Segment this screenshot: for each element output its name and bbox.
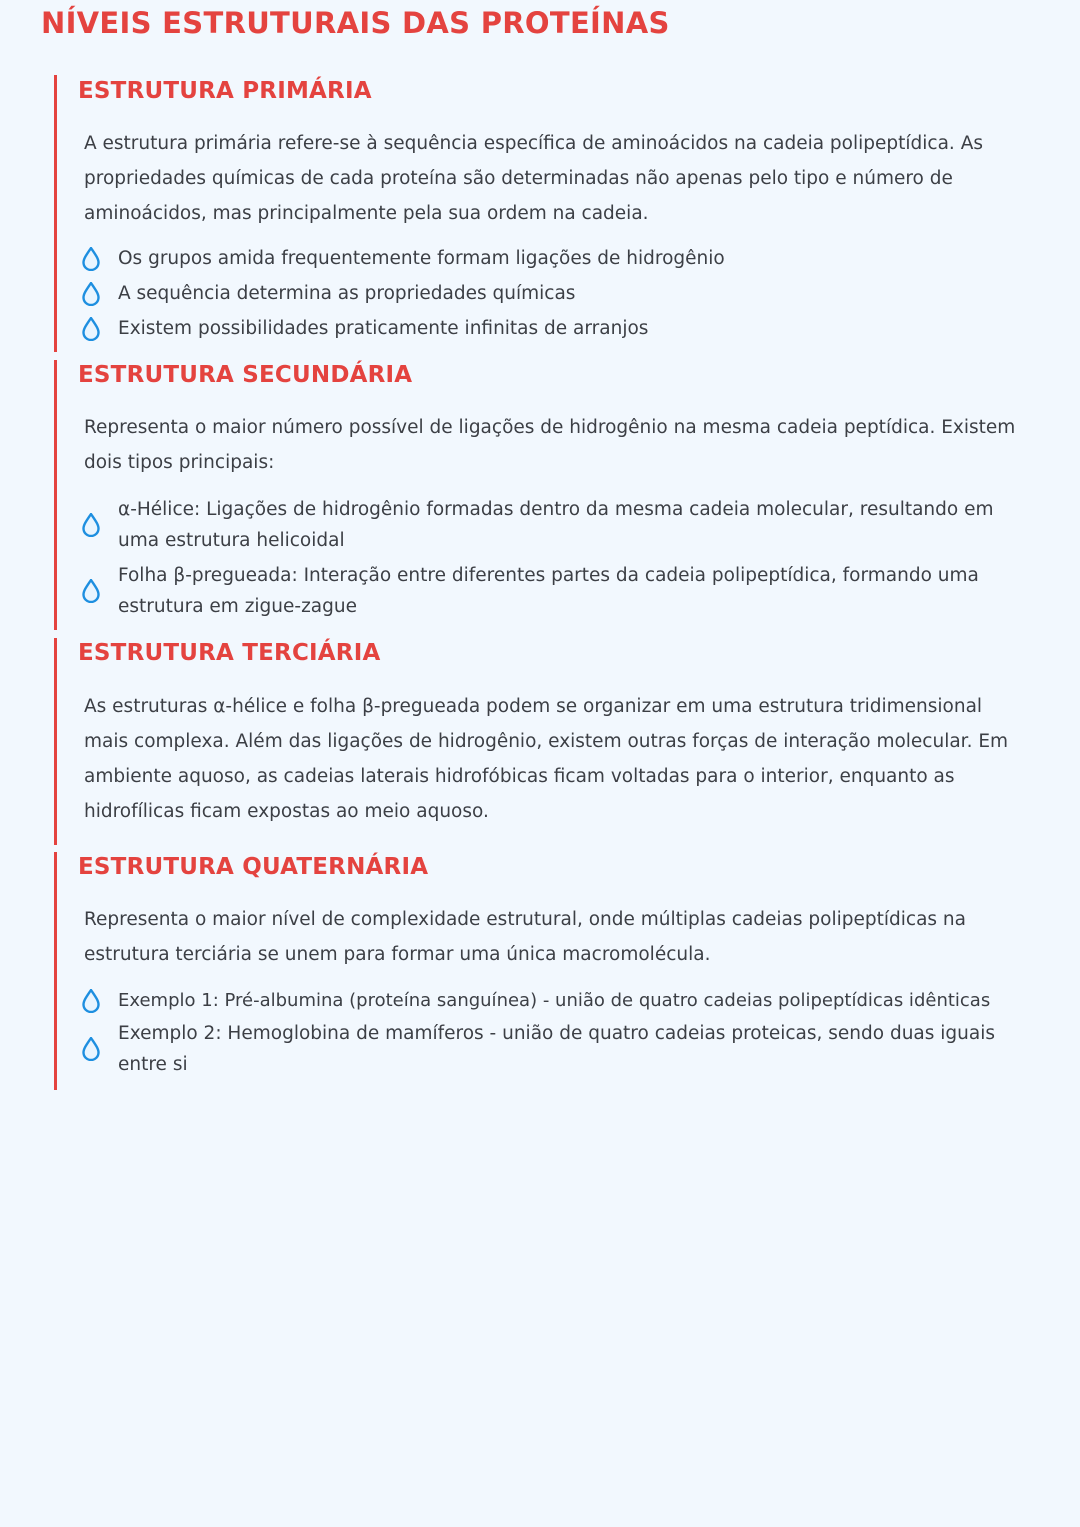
bullet-list — [81, 983, 1026, 1084]
water-drop-icon — [81, 247, 101, 271]
bullet-text: Folha β-pregueada: Interação entre diferentes partes da cadeia polipeptídica, formando uma estrutura em zigue-zague — [118, 565, 979, 617]
list-item — [81, 311, 1026, 346]
section-paragraph: Representa o maior nível de complexidade estrutural, onde múltiplas cadeias polipeptídicas na estrutura terciária se unem para formar uma única macromolécula. — [84, 909, 966, 965]
list-item — [81, 494, 1026, 556]
section-paragraph: As estruturas α-hélice e folha β-pregueada podem se organizar em uma estrutura tridimensional mais complexa. Além das ligações de hidrogênio, existem outras forças de interação molecular. Em ambiente aquoso, as cadeias laterais hidrofóbicas ficam voltadas para o interior, enquanto as hidrofílicas ficam expostas ao meio aquoso. — [84, 696, 1009, 822]
section-heading: ESTRUTURA QUATERNÁRIA — [78, 854, 429, 880]
water-drop-icon — [81, 513, 101, 537]
bullet-text: Os grupos amida frequentemente formam ligações de hidrogênio — [118, 248, 725, 269]
bullet-list — [81, 494, 1026, 626]
bullet-text: α-Hélice: Ligações de hidrogênio formadas dentro da mesma cadeia molecular, resultando em uma estrutura helicoidal — [118, 499, 994, 551]
water-drop-icon — [81, 989, 101, 1013]
list-item — [81, 241, 1026, 276]
section-paragraph: Representa o maior número possível de ligações de hidrogênio na mesma cadeia peptídica. Existem dois tipos principais: — [84, 417, 1016, 473]
water-drop-icon — [81, 282, 101, 306]
water-drop-icon — [81, 579, 101, 603]
list-item — [81, 1018, 1026, 1080]
section-heading: ESTRUTURA TERCIÁRIA — [78, 640, 381, 666]
section-secondary-structure — [54, 360, 1044, 630]
bullet-list — [81, 241, 1026, 346]
list-item — [81, 560, 1026, 622]
page-title: NÍVEIS ESTRUTURAIS DAS PROTEÍNAS — [41, 6, 670, 40]
section-quaternary-structure — [54, 852, 1044, 1090]
section-paragraph: A estrutura primária refere-se à sequência específica de aminoácidos na cadeia polipeptídica. As propriedades químicas de cada proteína são determinadas não apenas pelo tipo e número de aminoácidos, mas principalmente pela sua ordem na cadeia. — [84, 133, 983, 224]
water-drop-icon — [81, 317, 101, 341]
bullet-text: Existem possibilidades praticamente infinitas de arranjos — [118, 318, 649, 339]
bullet-text: Exemplo 1: Pré-albumina (proteína sanguínea) - união de quatro cadeias polipeptídicas idênticas — [118, 990, 991, 1011]
bullet-text: A sequência determina as propriedades químicas — [118, 283, 576, 304]
list-item — [81, 276, 1026, 311]
section-tertiary-structure — [54, 638, 1044, 845]
bullet-text: Exemplo 2: Hemoglobina de mamíferos - união de quatro cadeias proteicas, sendo duas iguais entre si — [118, 1023, 996, 1075]
section-primary-structure — [54, 75, 1044, 352]
section-heading: ESTRUTURA SECUNDÁRIA — [78, 362, 413, 388]
list-item — [81, 983, 1026, 1018]
section-heading: ESTRUTURA PRIMÁRIA — [78, 78, 372, 104]
water-drop-icon — [81, 1037, 101, 1061]
